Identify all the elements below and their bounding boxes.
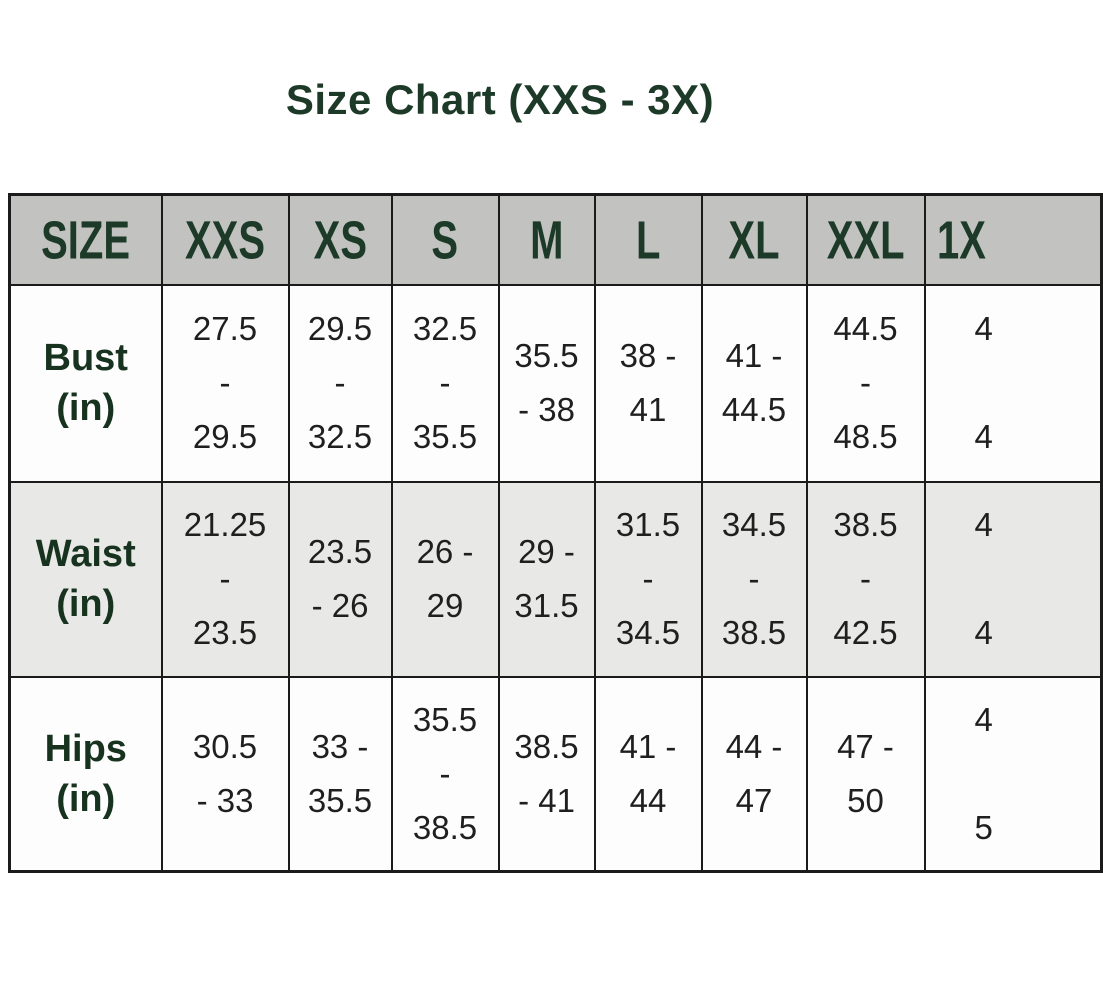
cell-bust-xxl: 44.5 - 48.5 (807, 285, 925, 482)
cell-waist-l: 31.5 - 34.5 (595, 482, 702, 677)
cell-hips-1x: 4 5 (925, 677, 1102, 872)
cell-hips-xxl: 47 - 50 (807, 677, 925, 872)
cell-waist-xl: 34.5 - 38.5 (702, 482, 807, 677)
cell-bust-xs: 29.5 - 32.5 (289, 285, 392, 482)
row-label-waist: Waist (in) (10, 482, 162, 677)
cell-bust-m: 35.5 - 38 (499, 285, 595, 482)
column-header-l: L (595, 195, 702, 285)
cell-waist-xxl: 38.5 - 42.5 (807, 482, 925, 677)
cell-hips-m: 38.5 - 41 (499, 677, 595, 872)
column-header-xl: XL (702, 195, 807, 285)
header-row (10, 195, 1102, 285)
row-label-bust: Bust (in) (10, 285, 162, 482)
cell-bust-1x: 4 4 (925, 285, 1102, 482)
cell-bust-l: 38 - 41 (595, 285, 702, 482)
cell-waist-xxs: 21.25 - 23.5 (162, 482, 289, 677)
cell-hips-xs: 33 - 35.5 (289, 677, 392, 872)
table-row-hips (10, 677, 1102, 872)
cell-waist-1x: 4 4 (925, 482, 1102, 677)
cell-bust-s: 32.5 - 35.5 (392, 285, 499, 482)
cell-waist-xs: 23.5 - 26 (289, 482, 392, 677)
cell-hips-xxs: 30.5 - 33 (162, 677, 289, 872)
column-header-m: M (499, 195, 595, 285)
cell-hips-s: 35.5 - 38.5 (392, 677, 499, 872)
table-row-waist (10, 482, 1102, 677)
cell-hips-l: 41 - 44 (595, 677, 702, 872)
column-header-s: S (392, 195, 499, 285)
column-header-xxs: XXS (162, 195, 289, 285)
cell-hips-xl: 44 - 47 (702, 677, 807, 872)
page-title (0, 76, 1000, 142)
cell-waist-m: 29 - 31.5 (499, 482, 595, 677)
table-row-bust (10, 285, 1102, 482)
page-title-text: Size Chart (XXS - 3X) (285, 76, 715, 123)
size-chart-table (8, 193, 1103, 873)
row-label-hips: Hips (in) (10, 677, 162, 872)
column-header-xs: XS (289, 195, 392, 285)
cell-bust-xl: 41 - 44.5 (702, 285, 807, 482)
column-header-size: SIZE (10, 195, 162, 285)
cell-bust-xxs: 27.5 - 29.5 (162, 285, 289, 482)
column-header-xxl: XXL (807, 195, 925, 285)
cell-waist-s: 26 - 29 (392, 482, 499, 677)
column-header-1x: 1X (925, 195, 1102, 285)
